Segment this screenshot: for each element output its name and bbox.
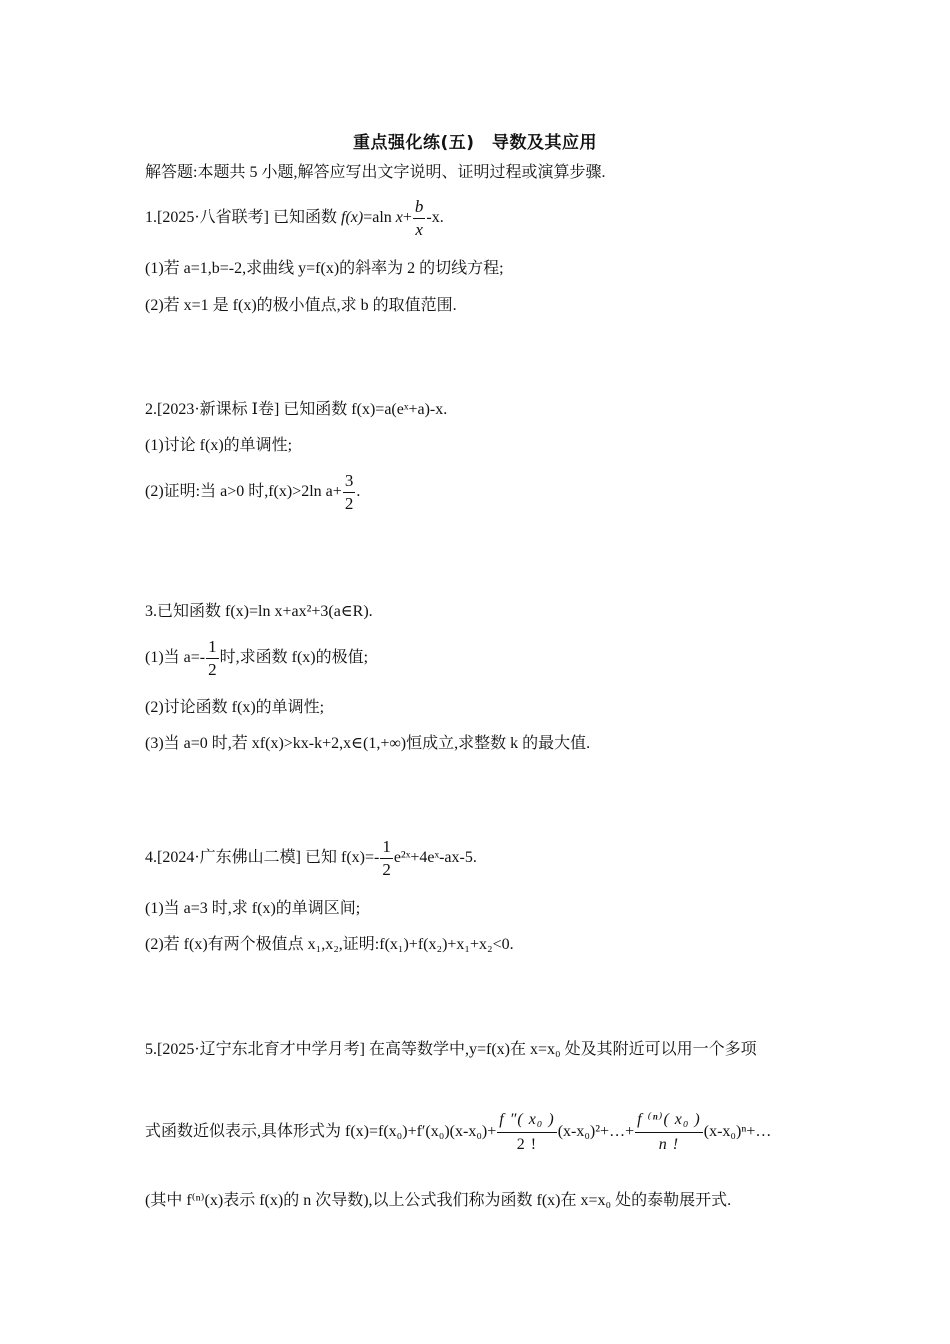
q1-part-1: (1)若 a=1,b=-2,求曲线 y=f(x)的斜率为 2 的切线方程; xyxy=(145,260,504,277)
q3-part-2: (2)讨论函数 f(x)的单调性; xyxy=(145,699,325,716)
q2-part-2 xyxy=(145,470,870,515)
q2-part-1: (1)讨论 f(x)的单调性; xyxy=(145,437,293,454)
q5-frac1-den: 2 ! xyxy=(516,1136,538,1153)
q2-fraction xyxy=(343,470,356,515)
q1-ln: ln xyxy=(379,209,396,227)
q1-plus: + xyxy=(402,209,412,227)
q1-tail: -x. xyxy=(426,209,444,227)
page-title: 重点强化练(五) 导数及其应用 xyxy=(352,133,598,153)
q1-head: 1.[2025·八省联考] 已知函数 xyxy=(145,209,341,227)
q1-x: x xyxy=(395,209,403,227)
q5-frac2-den: n ! xyxy=(658,1136,680,1153)
question-1-stem xyxy=(145,196,870,241)
question-4-stem xyxy=(145,836,870,881)
q1-frac-num: b xyxy=(413,196,426,219)
q3-p1-text: (1)当 a=- xyxy=(145,649,206,667)
q4-frac-num: 1 xyxy=(380,836,393,859)
q4-fraction xyxy=(380,836,393,881)
q3-frac-den: 2 xyxy=(208,660,217,679)
q5-frac2-num: f ⁽ⁿ⁾( x₀ ) xyxy=(635,1108,703,1133)
q1-fraction xyxy=(413,196,426,241)
q1-frac-den: x xyxy=(415,220,423,239)
question-5-line-2 xyxy=(145,1108,870,1157)
q5-formula-mid: (x-x₀)²+…+ xyxy=(557,1123,635,1141)
q3-part-3: (3)当 a=0 时,若 xf(x)>kx-k+2,x∈(1,+∞)恒成立,求整数 k 的最大值. xyxy=(145,735,591,752)
q5-fraction-1 xyxy=(497,1108,556,1157)
question-5-line-1: 5.[2025·辽宁东北育才中学月考] 在高等数学中,y=f(x)在 x=x₀ 处及其附近可以用一个多项 xyxy=(145,1041,757,1058)
q4-part-1: (1)当 a=3 时,求 f(x)的单调区间; xyxy=(145,900,361,917)
q3-fraction xyxy=(206,636,219,681)
q3-frac-num: 1 xyxy=(206,636,219,659)
q1-eq: =a xyxy=(363,209,380,227)
q4-frac-den: 2 xyxy=(382,860,391,879)
q4-head-text: 4.[2024·广东佛山二模] 已知 f(x)=- xyxy=(145,849,380,867)
q5-frac1-num: f ″( x₀ ) xyxy=(497,1108,556,1133)
instructions: 解答题:本题共 5 小题,解答应写出文字说明、证明过程或演算步骤. xyxy=(145,164,606,181)
q5-formula-start: 式函数近似表示,具体形式为 f(x)=f(x₀)+f′(x₀)(x-x₀)+ xyxy=(145,1123,497,1141)
q2-frac-den: 2 xyxy=(344,494,354,513)
q2-frac-num: 3 xyxy=(343,470,356,493)
q5-formula-tail: (x-x₀)ⁿ+… xyxy=(703,1123,772,1141)
q3-part-1 xyxy=(145,636,870,681)
q2-p2-text: (2)证明:当 a>0 时,f(x)>2ln a+ xyxy=(145,483,342,501)
q4-part-2: (2)若 f(x)有两个极值点 x₁,x₂,证明:f(x₁)+f(x₂)+x₁+x₂<0. xyxy=(145,936,514,953)
q1-fx: f(x) xyxy=(341,209,364,227)
q3-p1-tail: 时,求函数 f(x)的极值; xyxy=(219,649,369,667)
question-5-line-3: (其中 f⁽ⁿ⁾(x)表示 f(x)的 n 次导数),以上公式我们称为函数 f(x)在 x=x₀ 处的泰勒展开式. xyxy=(145,1192,732,1209)
q1-part-2: (2)若 x=1 是 f(x)的极小值点,求 b 的取值范围. xyxy=(145,297,457,314)
q4-head-tail: e²ˣ+4eˣ-ax-5. xyxy=(393,849,477,867)
q5-fraction-2 xyxy=(635,1108,703,1157)
q2-p2-tail: . xyxy=(356,483,361,501)
question-3-stem: 3.已知函数 f(x)=ln x+ax²+3(a∈R). xyxy=(145,603,373,620)
question-2-stem: 2.[2023·新课标 Ⅰ卷] 已知函数 f(x)=a(eˣ+a)-x. xyxy=(145,401,448,418)
